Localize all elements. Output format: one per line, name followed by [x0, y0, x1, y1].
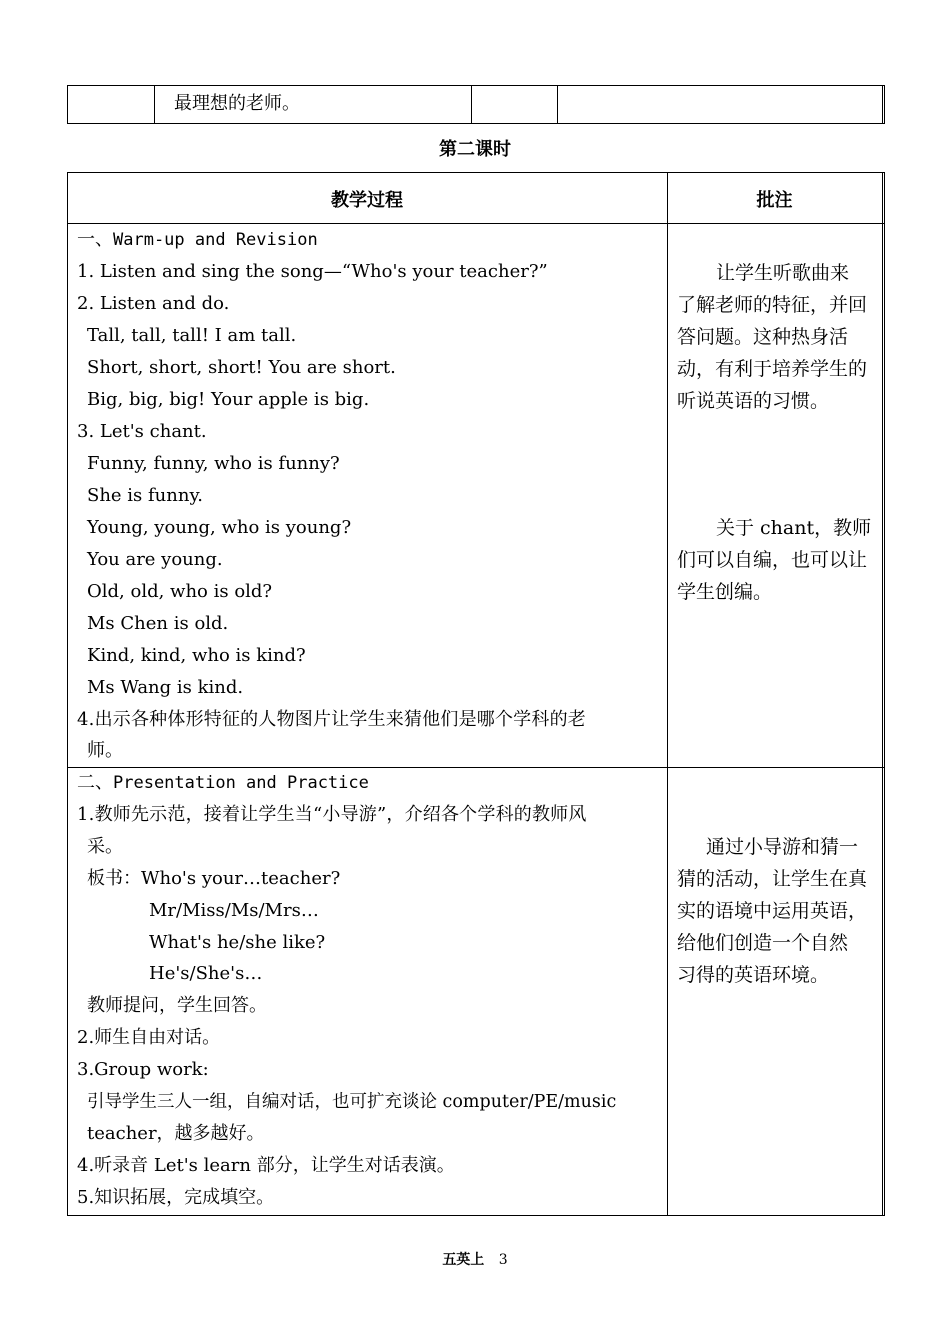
note-line: 们可以自编，也可以让: [677, 549, 868, 571]
top-table-divider: [471, 85, 472, 124]
block1-line: 4.出示各种体形特征的人物图片让学生来猜他们是哪个学科的老: [77, 709, 586, 730]
header-teaching-process: 教学过程: [331, 190, 403, 211]
block2-heading-prefix: 二、: [77, 772, 113, 793]
block2-heading: [77, 773, 369, 793]
block2-line: teacher，越多越好。: [87, 1123, 265, 1144]
block1-line: Big, big, big! Your apple is big.: [87, 389, 370, 410]
block1-note-2: [677, 512, 875, 608]
note-line: 给他们创造一个自然: [677, 932, 849, 954]
block2-line: He's/She's…: [149, 963, 263, 984]
page-footer: [0, 1249, 950, 1269]
note-line: 听说英语的习惯。: [677, 390, 830, 412]
block2-heading-text: Presentation and Practice: [113, 773, 369, 793]
row-rule: [67, 767, 885, 768]
block1-line: 师。: [87, 740, 123, 761]
block1-note-1: [677, 257, 875, 417]
footer-label: 五英上: [442, 1252, 485, 1268]
block2-line: 采。: [87, 836, 123, 857]
block2-line: 3.Group work:: [77, 1059, 209, 1080]
column-divider: [882, 172, 883, 1216]
block1-line: Young, young, who is young?: [87, 517, 352, 538]
header-annotation: 批注: [756, 190, 793, 211]
block1-line: Tall, tall, tall! I am tall.: [87, 325, 297, 346]
block2-line: 1.教师先示范，接着让学生当“小导游”，介绍各个学科的教师风: [77, 804, 587, 825]
top-row-text: 最理想的老师。: [174, 93, 300, 114]
top-table-divider: [557, 85, 558, 124]
block1-heading-prefix: 一、: [77, 229, 113, 250]
block2-note: [677, 831, 875, 991]
block1-line: Ms Wang is kind.: [87, 677, 244, 698]
block1-line: Old, old, who is old?: [87, 581, 273, 602]
block2-line: 4.听录音 Let's learn 部分，让学生对话表演。: [77, 1155, 455, 1176]
block1-line: You are young.: [87, 549, 223, 570]
note-line: 了解老师的特征，并回: [677, 294, 868, 316]
block1-line: Ms Chen is old.: [87, 613, 229, 634]
block2-line: 教师提问，学生回答。: [87, 995, 267, 1016]
note-line: 动，有利于培养学生的: [677, 358, 868, 380]
page-number: 3: [498, 1252, 508, 1268]
block2-line: What's he/she like?: [149, 932, 326, 953]
section-title: 第二课时: [439, 139, 511, 160]
column-divider: [667, 172, 668, 1216]
note-line: 猜的活动，让学生在真: [677, 868, 868, 890]
block1-line: She is funny.: [87, 485, 203, 506]
block1-line: 3. Let's chant.: [77, 421, 207, 442]
note-line: 让学生听歌曲来: [716, 262, 850, 284]
block2-line: 板书：Who's your…teacher?: [87, 868, 341, 889]
note-line: 通过小导游和猜一: [706, 836, 859, 858]
block1-line: Funny, funny, who is funny?: [87, 453, 340, 474]
note-line: 实的语境中运用英语，: [677, 900, 868, 922]
top-table-divider: [154, 85, 155, 124]
note-line: 学生创编。: [677, 581, 773, 603]
block1-heading: [77, 230, 318, 250]
block1-heading-text: Warm-up and Revision: [113, 230, 318, 250]
block1-line: Short, short, short! You are short.: [87, 357, 396, 378]
block2-line: 引导学生三人一组，自编对话，也可扩充谈论 computer/PE/music: [87, 1092, 617, 1112]
block2-line: Mr/Miss/Ms/Mrs…: [149, 900, 319, 921]
note-line: 习得的英语环境。: [677, 964, 830, 986]
block2-line: 5.知识拓展，完成填空。: [77, 1187, 275, 1208]
block2-line: 2.师生自由对话。: [77, 1027, 221, 1048]
block1-line: 1. Listen and sing the song—“Who's your teacher?”: [77, 261, 548, 282]
block1-line: Kind, kind, who is kind?: [87, 645, 306, 666]
top-table-divider: [882, 85, 883, 124]
note-line: 答问题。这种热身活: [677, 326, 849, 348]
note-line: 关于 chant，教师: [716, 517, 872, 539]
block1-line: 2. Listen and do.: [77, 293, 230, 314]
header-rule: [67, 223, 885, 224]
